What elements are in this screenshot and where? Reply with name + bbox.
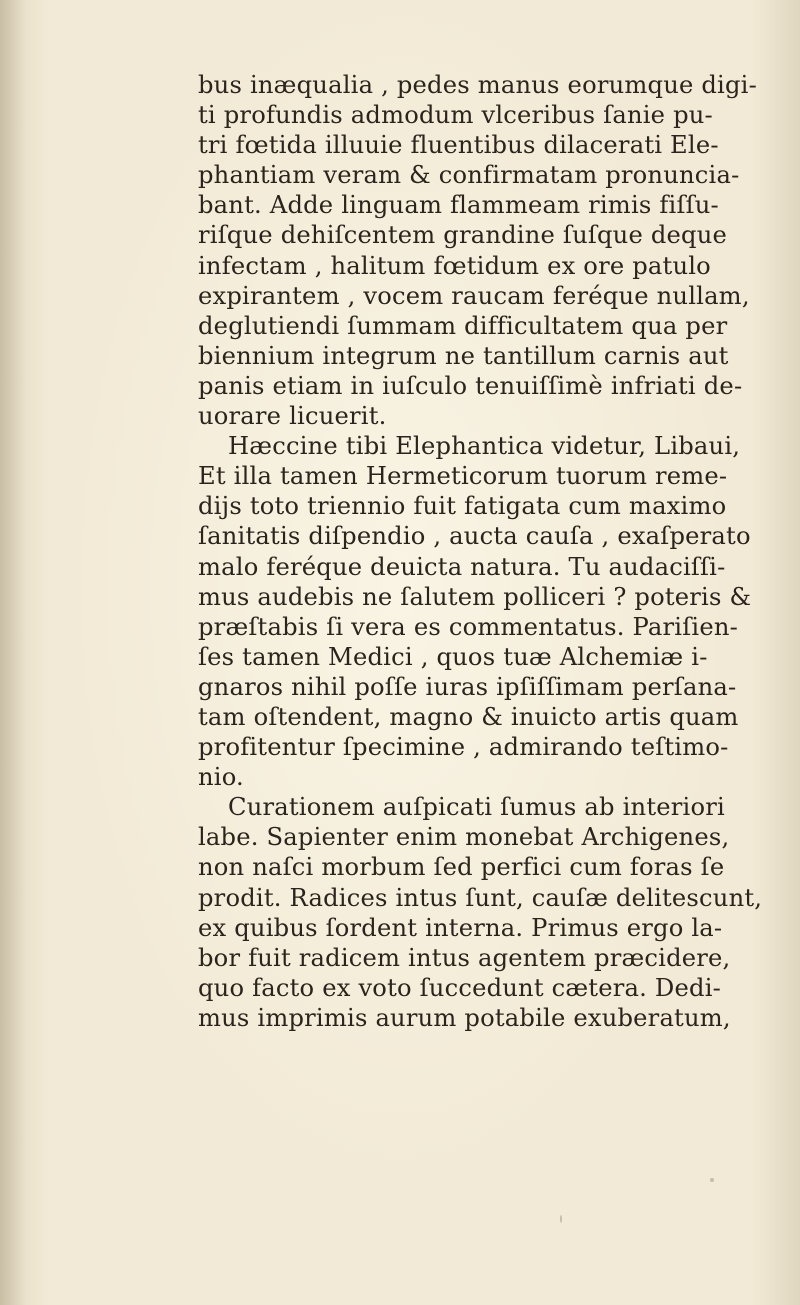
text-line: labe. Sapienter enim monebat Archigenes, <box>198 823 730 852</box>
paragraph-start-line: Curationem auſpicati ſumus ab interiori <box>228 793 725 822</box>
text-line: bus inæqualia , pedes manus eorumque digi- <box>198 71 757 99</box>
text-line: profitentur ſpecimine , admirando teſtimo- <box>198 733 729 762</box>
text-line: præſtabis ſi vera es commentatus. Pariſien- <box>198 612 738 641</box>
text-line: ſanitatis diſpendio , aucta cauſa , exaſperato <box>198 522 751 551</box>
text-line: deglutiendi ſummam difficultatem qua per <box>198 311 728 340</box>
text-line: tam oſtendent, magno & inuicto artis quam <box>198 702 739 731</box>
page-text-block <box>198 70 768 1033</box>
text-line: bor fuit radicem intus agentem præcidere, <box>198 943 731 972</box>
page-gutter-shadow <box>0 0 26 1305</box>
text-line: expirantem , vocem raucam feréque nullam, <box>198 281 750 310</box>
paragraph-start-line: Hæccine tibi Elephantica videtur, Libaui, <box>228 432 741 461</box>
text-line: ſes tamen Medici , quos tuæ Alchemiæ i- <box>198 642 708 671</box>
text-line: infectam , halitum fœtidum ex ore patulo <box>198 251 711 280</box>
text-line: malo feréque deuicta natura. Tu audaciſſi- <box>198 552 726 581</box>
text-line: uorare licuerit. <box>198 402 387 431</box>
text-line: bant. Adde linguam flammeam rimis fiſſu- <box>198 191 719 220</box>
paper-speck <box>560 1215 562 1223</box>
text-line: nio. <box>198 763 244 792</box>
text-line: quo facto ex voto ſuccedunt cætera. Dedi- <box>198 973 721 1002</box>
text-line: non naſci morbum ſed perfici cum foras ſe <box>198 853 725 882</box>
text-line: mus audebis ne ſalutem polliceri ? poteris & <box>198 582 752 611</box>
text-line: mus imprimis aurum potabile exuberatum, <box>198 1003 731 1032</box>
text-line: gnaros nihil poſſe iuras ipſiſſimam perſana- <box>198 672 737 701</box>
text-line: panis etiam in iuſculo tenuiſſimè infriati de- <box>198 371 743 400</box>
paper-speck <box>710 1178 714 1182</box>
text-line: phantiam veram & confirmatam pronuncia- <box>198 161 740 190</box>
text-line: biennium integrum ne tantillum carnis aut <box>198 341 729 370</box>
text-line: dijs toto triennio fuit fatigata cum maximo <box>198 492 727 521</box>
text-line: tri fœtida illuuie fluentibus dilacerati Ele- <box>198 131 719 160</box>
text-line: riſque dehiſcentem grandine ſuſque deque <box>198 221 728 250</box>
text-line: Et illa tamen Hermeticorum tuorum reme- <box>198 462 728 491</box>
text-line: ti profundis admodum vlceribus ſanie pu- <box>198 101 713 130</box>
text-line: prodit. Radices intus ſunt, cauſæ delitescunt, <box>198 883 763 912</box>
text-line: ex quibus ſordent interna. Primus ergo la- <box>198 913 723 942</box>
